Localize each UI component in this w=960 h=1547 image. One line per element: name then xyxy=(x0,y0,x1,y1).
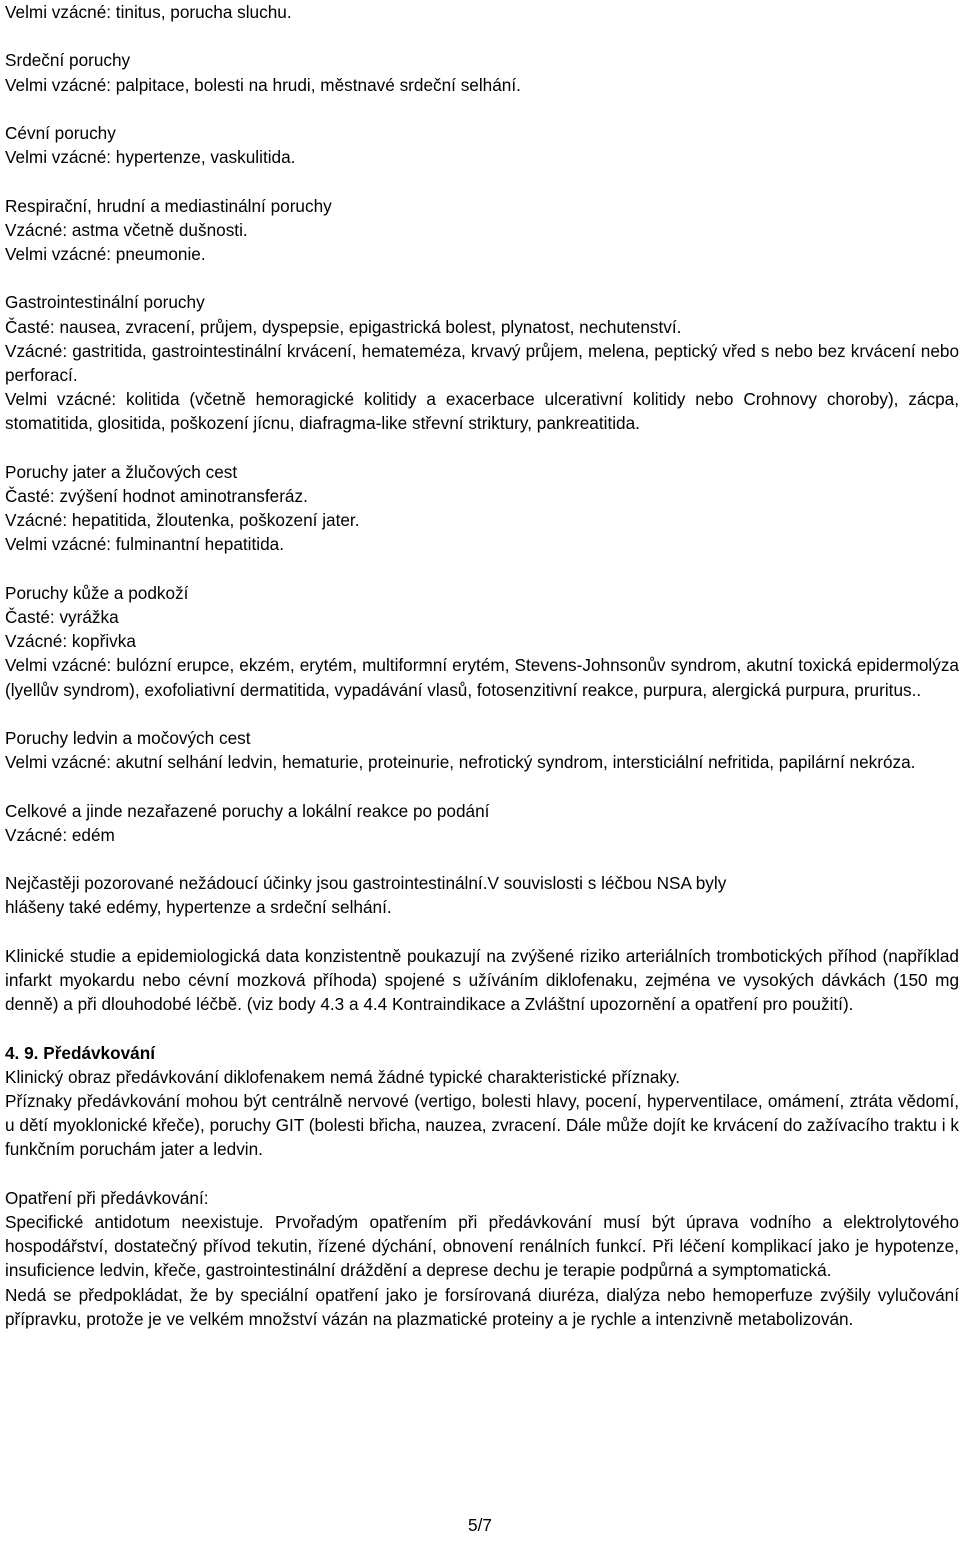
total-pages: 7 xyxy=(482,1515,492,1535)
gastro-very-rare: Velmi vzácné: kolitida (včetně hemoragické kolitidy a exacerbace ulcerativní kolitidy nebo Crohnovy choroby), zácpa, stomatitida, glositida, poškození jícnu, diafragma-like střevní striktury, pankreatitida. xyxy=(5,389,959,434)
skin-very-rare: Velmi vzácné: bulózní erupce, ekzém, erytém, multiformní erytém, Stevens-Johnsonův syndrom, akutní toxická epidermolýza (lyellův syndrom), exofoliativní dermatitida, vypadávání vlasů, fotosenzitivní reakce, purpura, alergická purpura, pruritus.. xyxy=(5,655,959,700)
vascular-very-rare: Velmi vzácné: hypertenze, vaskulitida. xyxy=(5,147,296,168)
document-page xyxy=(5,0,959,1331)
overdose-heading xyxy=(5,1041,959,1065)
skin-common: Časté: vyrážka xyxy=(5,606,119,627)
measures-title: Opatření při předávkování: xyxy=(5,1187,209,1208)
cardiac-very-rare: Velmi vzácné: palpitace, bolesti na hrudi, městnavé srdeční selhání. xyxy=(5,74,521,95)
page-separator: / xyxy=(477,1515,483,1535)
skin-title: Poruchy kůže a podkoží xyxy=(5,582,189,603)
ear-very-rare: Velmi vzácné: tinitus, porucha sluchu. xyxy=(5,2,292,22)
respiratory-title: Respirační, hrudní a mediastinální poruchy xyxy=(5,195,332,216)
clinical-studies-paragraph: Klinické studie a epidemiologická data konzistentně poukazují na zvýšené riziko arteriálních trombotických příhod (například infarkt myokardu nebo cévní mozková příhoda) spojené s užíváním diklofenaku, zejména ve vysokých dávkách (150 mg denně) a při dlouhodobé léčbě. (viz body 4.3 a 4.4 Kontraindikace a Zvláštní upozornění a opatření pro použití). xyxy=(5,945,959,1015)
gastro-common: Časté: nausea, zvracení, průjem, dyspepsie, epigastrická bolest, plynatost, nechutenství. xyxy=(5,316,682,337)
liver-common: Časté: zvýšení hodnot aminotransferáz. xyxy=(5,485,308,506)
overdose-paragraph-1: Klinický obraz předávkování diklofenakem nemá žádné typické charakteristické příznaky. xyxy=(5,1066,681,1087)
kidney-title: Poruchy ledvin a močových cest xyxy=(5,727,251,748)
section-number: 4. 9. xyxy=(5,1042,39,1063)
section-title: Předávkování xyxy=(43,1042,156,1063)
summary-line-2: hlášeny také edémy, hypertenze a srdeční selhání. xyxy=(5,897,392,918)
page-number xyxy=(0,1513,960,1537)
summary-line-1: Nejčastěji pozorované nežádoucí účinky jsou gastrointestinální.V souvislosti s léčbou NSA byly xyxy=(5,873,727,894)
summary-paragraph xyxy=(5,871,959,919)
skin-rare: Vzácné: kopřivka xyxy=(5,631,136,652)
measures-paragraph-2: Nedá se předpokládat, že by speciální opatření jako je forsírovaná diuréza, dialýza nebo hemoperfuze zvýšily vylučování přípravku, protože je ve velkém množství vázán na plazmatické proteiny a je rychle a intenzivně metabolizován. xyxy=(5,1284,959,1329)
respiratory-very-rare: Velmi vzácné: pneumonie. xyxy=(5,243,206,264)
gastro-rare: Vzácné: gastritida, gastrointestinální krvácení, hemateméza, krvavý průjem, melena, peptický vřed s nebo bez krvácení nebo perforací. xyxy=(5,340,959,385)
measures-paragraph-1: Specifické antidotum neexistuje. Prvořadým opatřením při předávkování musí být úprava vodního a elektrolytového hospodářství, dostatečný přívod tekutin, řízené dýchání, obnovení renálních funkcí. Při léčení komplikací jako je hypotenze, insuficience ledvin, křeče, gastrointestinální dráždění a deprese dechu je terapie podpůrná a symptomatická. xyxy=(5,1211,959,1281)
overdose-paragraph-2: Příznaky předávkování mohou být centrálně nervové (vertigo, bolesti hlavy, pocení, hyperventilace, omámení, ztráta vědomí, u dětí myoklonické křeče), poruchy GIT (bolesti břicha, nauzea, zvracení. Dále může dojít ke krvácení do zažívacího traktu i k funkčním poruchám jater a ledvin. xyxy=(5,1090,959,1160)
liver-very-rare: Velmi vzácné: fulminantní hepatitida. xyxy=(5,534,284,555)
cardiac-title: Srdeční poruchy xyxy=(5,50,131,71)
gastro-title: Gastrointestinální poruchy xyxy=(5,292,205,313)
liver-title: Poruchy jater a žlučových cest xyxy=(5,461,238,482)
general-title: Celkové a jinde nezařazené poruchy a lokální reakce po podání xyxy=(5,800,490,821)
liver-rare: Vzácné: hepatitida, žloutenka, poškození jater. xyxy=(5,510,360,531)
respiratory-rare: Vzácné: astma včetně dušnosti. xyxy=(5,219,248,240)
current-page: 5 xyxy=(468,1515,478,1535)
vascular-title: Cévní poruchy xyxy=(5,122,116,143)
general-rare: Vzácné: edém xyxy=(5,824,115,845)
kidney-very-rare: Velmi vzácné: akutní selhání ledvin, hematurie, proteinurie, nefrotický syndrom, intersticiální nefritida, papilární nekróza. xyxy=(5,752,916,773)
